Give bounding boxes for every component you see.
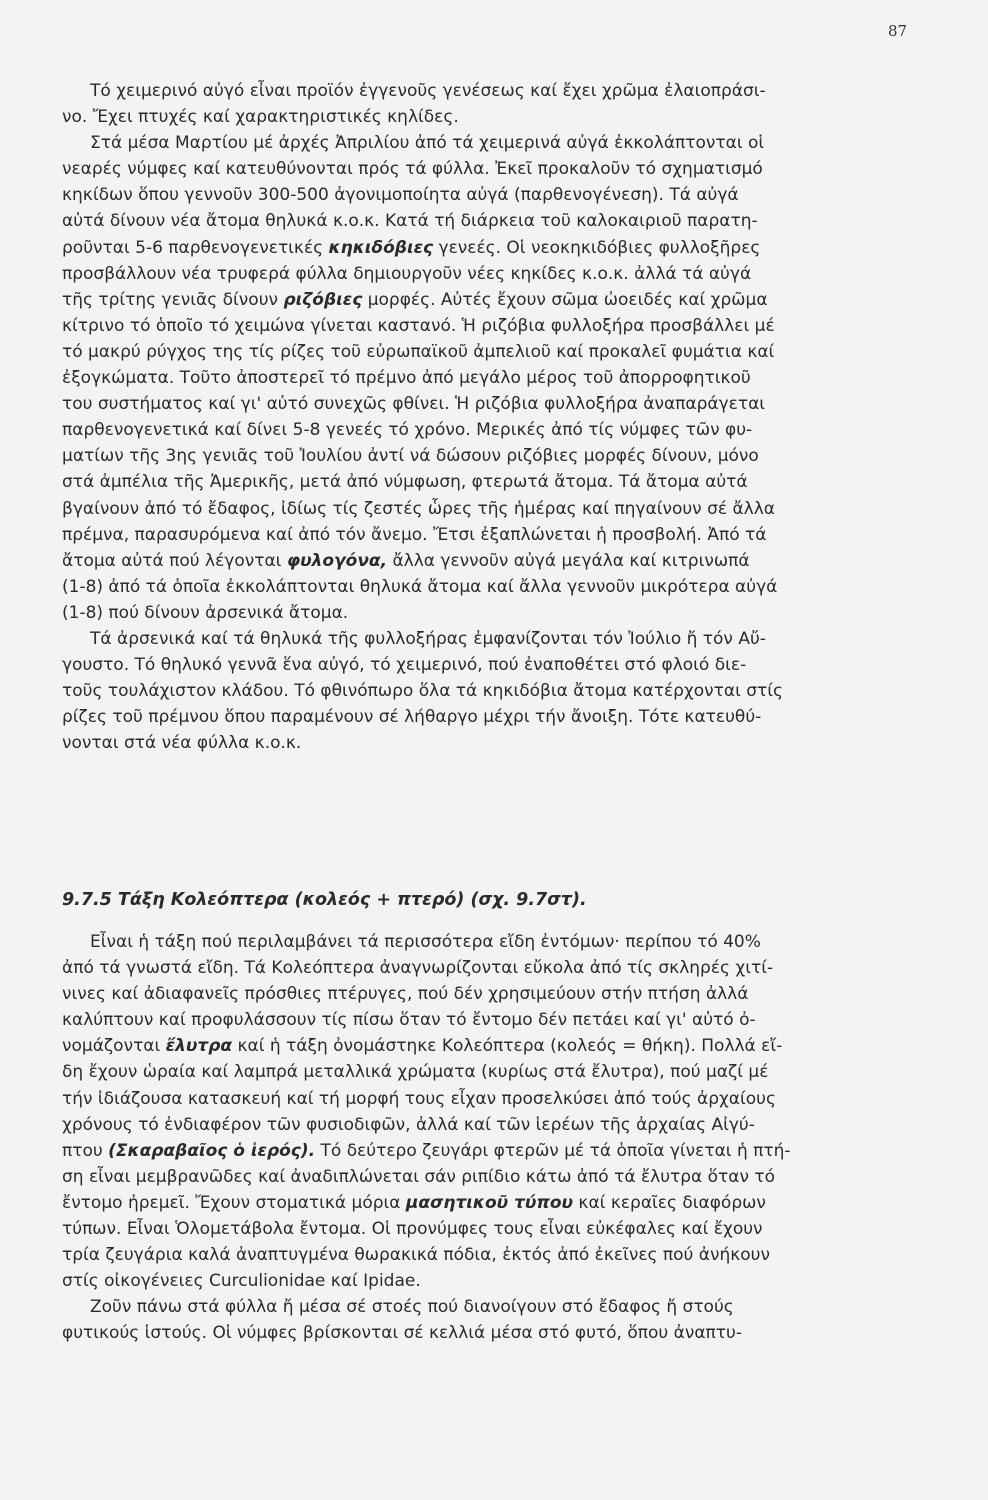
text-line [62,391,928,417]
text-line [62,78,928,104]
text-line [62,182,928,208]
text-segment: ἄτομα αὐτά πού λέγονται [62,550,287,571]
text-segment: ἀπό τά γνωστά εἴδη. Τά Κολεόπτερα ἀναγνωρίζονται εὔκολα ἀπό τίς σκληρές χιτί- [62,958,774,979]
text-segment: γενεές. Οἱ νεοκηκιδόβιες φυλλοξῆρες [433,237,761,258]
text-line [62,417,928,443]
emphasized-term: (Σκαραβαῖος ὁ ἱερός). [108,1140,316,1161]
emphasized-term: ἔλυτρα [165,1036,233,1057]
text-line [62,104,928,130]
text-segment: Ζοῦν πάνω στά φύλλα ἤ μέσα σέ στοές πού διανοίγουν στό ἔδαφος ἤ στούς [90,1297,734,1318]
text-segment: πρέμνα, παρασυρόμενα καί ἀπό τόν ἄνεμο. Ἔτσι ἐξαπλώνεται ἡ προσβολή. Ἀπό τά [62,524,767,545]
text-segment: τήν ἰδιάζουσα κατασκευή καί τή μορφή τους εἶχαν προσελκύσει ἀπό τούς ἀρχαίους [62,1088,776,1109]
text-segment: τύπων. Εἶναι Ὁλομετάβολα ἔντομα. Οἱ προνύμφες τους εἶναι εὐκέφαλες καί ἔχουν [62,1219,763,1240]
text-line [62,1033,928,1059]
text-line [62,981,928,1007]
text-line [62,1007,928,1033]
text-segment: Στά μέσα Μαρτίου μέ ἀρχές Ἀπριλίου ἀπό τά χειμερινά αὐγά ἐκκολάπτονται οἱ [90,133,765,154]
text-segment: κίτρινο τό ὁποῖο τό χειμώνα γίνεται καστανό. Ἡ ριζόβια φυλλοξήρα προσβάλλει μέ [62,315,775,336]
text-line [62,156,928,182]
text-segment: Τό χειμερινό αὐγό εἶναι προϊόν ἐγγενοῦς γενέσεως καί ἔχει χρῶμα ἐλαιοπράσι- [90,81,766,101]
text-segment: δη ἔχουν ὡραία καί λαμπρά μεταλλικά χρώματα (κυρίως στά ἔλυτρα), πού μαζί μέ [62,1062,769,1083]
text-line [62,339,928,365]
text-line [62,1268,928,1294]
text-line [62,469,928,495]
text-segment: προσβάλλουν νέα τρυφερά φύλλα δημιουργοῦν νέες κηκίδες κ.ο.κ. ἀλλά τά αὐγά [62,263,752,284]
emphasized-term: κηκιδόβιες [328,237,434,258]
text-line [62,365,928,391]
text-segment: φυτικούς ἱστούς. Οἱ νύμφες βρίσκονται σέ κελλιά μέσα στό φυτό, ὅπου ἀναπτυ- [62,1323,742,1344]
text-line [62,652,928,678]
text-line [62,1112,928,1138]
emphasized-term: φυλογόνα, [286,550,388,571]
text-line [62,443,928,469]
text-segment: νομάζονται [62,1036,166,1057]
text-line [62,261,928,287]
text-line [62,1190,928,1216]
text-segment: νεαρές νύμφες καί κατευθύνονται πρός τά φύλλα. Ἐκεῖ προκαλοῦν τό σχηματισμό [62,159,763,180]
text-line [62,600,928,626]
text-segment: αὐτά δίνουν νέα ἄτομα θηλυκά κ.ο.κ. Κατά τή διάρκεια τοῦ καλοκαιριοῦ παρατη- [62,211,758,232]
text-segment: χρόνους τό ἐνδιαφέρον τῶν φυσιοδιφῶν, ἀλλά καί τῶν ἱερέων τῆς ἀρχαίας Αἰγύ- [62,1114,755,1135]
body-text-top [62,78,928,756]
text-segment: ροῦνται 5-6 παρθενογενετικές [62,237,329,258]
text-segment: καί ἡ τάξη ὀνομάστηκε Κολεόπτερα (κολεός = θήκη). Πολλά εἴ- [232,1036,783,1057]
text-line [62,955,928,981]
text-line [62,678,928,704]
text-segment: τό μακρύ ρύγχος της τίς ρίζες τοῦ εὐρωπαϊκοῦ ἀμπελιοῦ καί προκαλεῖ φυμάτια καί [62,341,775,362]
text-line [62,1086,928,1112]
text-segment: γουστο. Τό θηλυκό γεννᾶ ἕνα αὐγό, τό χειμερινό, πού ἐναποθέτει στό φλοιό διε- [62,655,747,676]
text-line [62,235,928,261]
text-segment: καί κεραῖες διαφόρων [573,1192,766,1213]
text-segment: Εἶναι ἡ τάξη πού περιλαμβάνει τά περισσότερα εἴδη ἐντόμων· περίπου τό 40% [90,932,761,952]
text-segment: τῆς τρίτης γενιᾶς δίνουν [62,289,284,310]
emphasized-term: μασητικοῦ τύπου [405,1192,574,1213]
text-line [62,1059,928,1085]
text-line [62,130,928,156]
text-segment: Τό δεύτερο ζευγάρι φτερῶν μέ τά ὁποῖα γίνεται ἡ πτή- [315,1140,791,1161]
text-line [62,1242,928,1268]
text-line [62,1216,928,1242]
page-number: 87 [888,22,908,40]
text-line [62,730,928,756]
text-line [62,1138,928,1164]
text-segment: ματίων τῆς 3ης γενιᾶς τοῦ Ἰουλίου ἀντί νά δώσουν ριζόβιες μορφές δίνουν, μόνο [62,446,759,467]
text-segment: τοῦς τουλάχιστον κλάδου. Τό φθινόπωρο ὅλα τά κηκιδόβια ἄτομα κατέρχονται στίς [62,681,783,702]
text-line [62,313,928,339]
text-line [62,496,928,522]
text-segment: μορφές. Αὐτές ἔχουν σῶμα ὠοειδές καί χρῶμα [362,289,768,310]
text-line [62,1320,928,1346]
text-segment: νο. Ἔχει πτυχές καί χαρακτηριστικές κηλίδες. [62,107,459,128]
text-line [62,704,928,730]
text-line [62,929,928,955]
text-segment: Τά ἀρσενικά καί τά θηλυκά τῆς φυλλοξήρας ἐμφανίζονται τόν Ἰούλιο ἤ τόν Αὔ- [90,628,766,649]
text-line [62,1294,928,1320]
text-line [62,208,928,234]
body-text-bottom [62,929,928,1347]
text-segment: τρία ζευγάρια καλά ἀναπτυγμένα θωρακικά πόδια, ἐκτός ἀπό ἐκεῖνες πού ἀνήκουν [62,1245,770,1266]
text-line [62,548,928,574]
text-segment: στά ἀμπέλια τῆς Ἀμερικῆς, μετά ἀπό νύμφωση, φτερωτά ἄτομα. Τά ἄτομα αὐτά [62,472,748,493]
text-line [62,1164,928,1190]
text-segment: (1-8) πού δίνουν ἀρσενικά ἄτομα. [62,602,349,623]
text-segment: κηκίδων ὅπου γεννοῦν 300-500 ἀγονιμοποίητα αὐγά (παρθενογένεση). Τά αὐγά [62,185,739,206]
emphasized-term: ριζόβιες [283,289,363,310]
text-segment: ἔντομο ἠρεμεῖ. Ἔχουν στοματικά μόρια [62,1192,406,1213]
text-segment: νινες καί ἀδιαφανεῖς πρόσθιες πτέρυγες, πού δέν χρησιμεύουν στήν πτήση ἀλλά [62,984,749,1005]
text-segment: βγαίνουν ἀπό τό ἔδαφος, ἰδίως τίς ζεστές ὧρες τῆς ἡμέρας καί πηγαίνουν σέ ἄλλα [62,498,775,519]
text-segment: καλύπτουν καί προφυλάσσουν τίς πίσω ὅταν τό ἔντομο δέν πετάει καί γι' αὐτό ὀ- [62,1010,756,1031]
text-line [62,574,928,600]
text-segment: πτου [62,1140,109,1161]
text-segment: ἄλλα γεννοῦν αὐγά μεγάλα καί κιτρινωπά [387,550,750,571]
text-segment: στίς οἰκογένειες Curculionidae καί Ipidae. [62,1271,421,1292]
text-segment: (1-8) ἀπό τά ὁποῖα ἐκκολάπτονται θηλυκά ἄτομα καί ἄλλα γεννοῦν μικρότερα αὐγά [62,576,778,597]
text-segment: νονται στά νέα φύλλα κ.ο.κ. [62,733,302,754]
text-segment: ἐξογκώματα. Τοῦτο ἀποστερεῖ τό πρέμνο ἀπό μεγάλο μέρος τοῦ ἀπορροφητικοῦ [62,368,751,389]
text-line [62,287,928,313]
text-line [62,522,928,548]
section-heading: 9.7.5 Τάξη Κολεόπτερα (κολεός + πτερό) (σχ. 9.7στ). [62,890,587,910]
text-segment: ση εἶναι μεμβρανῶδες καί ἀναδιπλώνεται σάν ριπίδιο κάτω ἀπό τά ἔλυτρα ὅταν τό [62,1166,776,1187]
text-segment: του συστήματος καί γι' αὐτό συνεχῶς φθίνει. Ἡ ριζόβια φυλλοξήρα ἀναπαράγεται [62,394,766,415]
text-segment: ρίζες τοῦ πρέμνου ὅπου παραμένουν σέ λήθαργο μέχρι τήν ἄνοιξη. Τότε κατευθύ- [62,707,762,728]
text-segment: παρθενογενετικά καί δίνει 5-8 γενεές τό χρόνο. Μερικές ἀπό τίς νύμφες τῶν φυ- [62,420,753,441]
text-line [62,626,928,652]
